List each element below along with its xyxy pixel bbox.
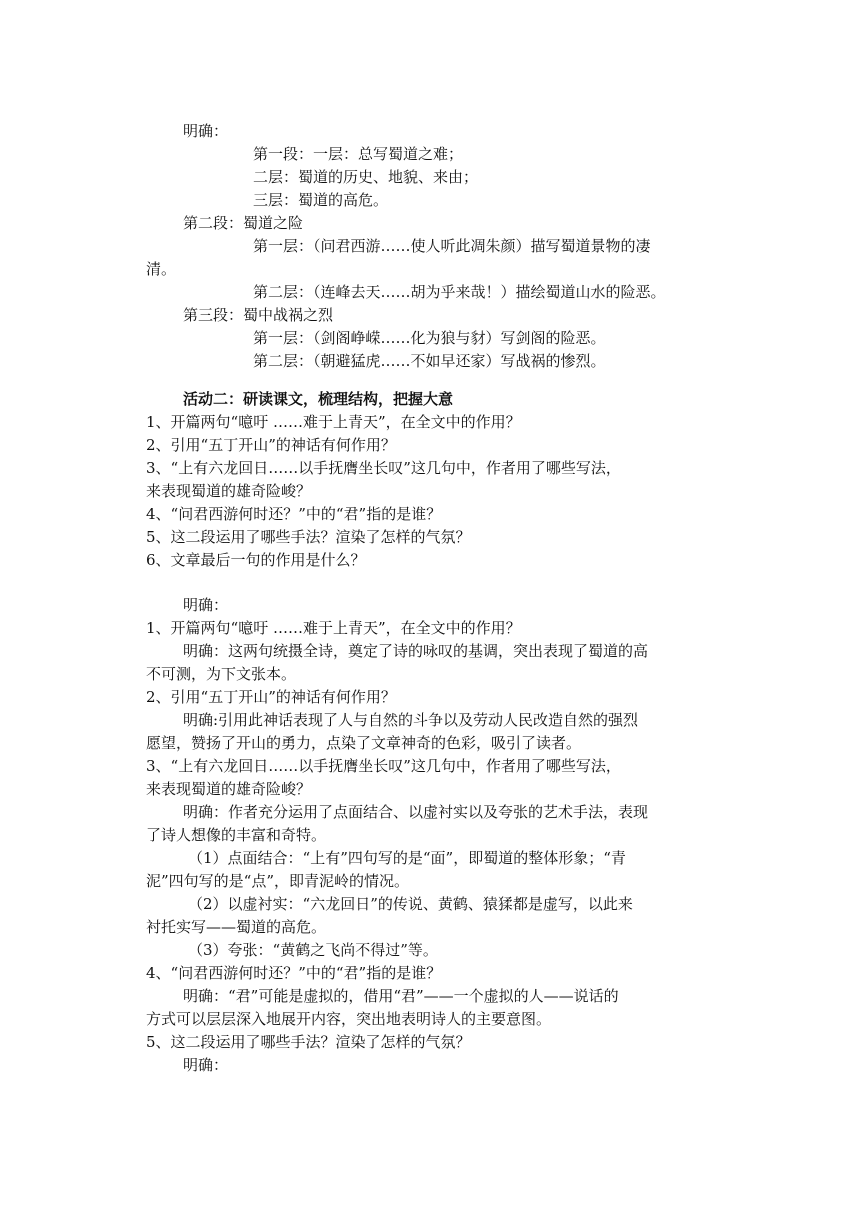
outline-line: 清。 (146, 260, 177, 278)
answer-line: 了诗人想像的丰富和奇特。 (146, 826, 327, 844)
answer-line: （2）以虚衬实：“六龙回日”的传说、黄鹤、猿猱都是虚写，以此来 (188, 895, 633, 913)
question-item: 3、“上有六龙回日……以手抚膺坐长叹”这几句中，作者用了哪些写法， (146, 459, 621, 477)
outline-line: 三层：蜀道的高危。 (253, 191, 389, 209)
answer-line: 2、引用“五丁开山”的神话有何作用？ (146, 688, 396, 706)
outline-section-title: 第三段：蜀中战祸之烈 (183, 306, 334, 324)
answer-line: 不可测，为下文张本。 (146, 665, 297, 683)
activity-title: 活动二：研读课文，梳理结构，把握大意 (183, 390, 454, 408)
outline-line: 第一层：（问君西游……使人听此凋朱颜）描写蜀道景物的凄 (253, 237, 651, 255)
question-item: 来表现蜀道的雄奇险峻？ (146, 482, 312, 500)
answer-line: 明确： (183, 1056, 229, 1074)
answer-line: 4、“问君西游何时还？”中的“君”指的是谁？ (146, 964, 442, 982)
outline-heading: 明确： (183, 122, 229, 140)
answer-line: 衬托实写——蜀道的高危。 (146, 918, 327, 936)
answer-line: （3）夸张：“黄鹤之飞尚不得过”等。 (188, 941, 438, 959)
outline-line: 第二层：（朝避猛虎……不如早还家）写战祸的惨烈。 (253, 352, 606, 370)
answer-line: 1、开篇两句“噫吁 ……难于上青天”，在全文中的作用？ (146, 619, 521, 637)
outline-line: 二层：蜀道的历史、地貌、来由； (253, 168, 479, 186)
question-item: 4、“问君西游何时还？”中的“君”指的是谁？ (146, 505, 442, 523)
outline-line: 第一段：一层：总写蜀道之难； (253, 145, 464, 163)
answer-line: （1）点面结合：“上有”四句写的是“面”，即蜀道的整体形象；“青 (188, 849, 626, 867)
outline-section-title: 第二段：蜀道之险 (183, 214, 304, 232)
outline-line: 第二层：（连峰去天……胡为乎来哉！）描绘蜀道山水的险恶。 (253, 283, 666, 301)
answer-line: 愿望，赞扬了开山的勇力，点染了文章神奇的色彩，吸引了读者。 (146, 734, 582, 752)
answer-line: 明确：这两句统摄全诗，奠定了诗的咏叹的基调，突出表现了蜀道的高 (183, 642, 649, 660)
answer-line: 明确：“君”可能是虚拟的，借用“君”——一个虚拟的人——说话的 (183, 987, 619, 1005)
answer-line: 明确：作者充分运用了点面结合、以虚衬实以及夸张的艺术手法，表现 (183, 803, 649, 821)
question-item: 6、文章最后一句的作用是什么？ (146, 551, 366, 569)
question-item: 2、引用“五丁开山”的神话有何作用？ (146, 436, 396, 454)
answer-line: 方式可以层层深入地展开内容，突出地表明诗人的主要意图。 (146, 1010, 552, 1028)
answer-line: 3、“上有六龙回日……以手抚膺坐长叹”这几句中，作者用了哪些写法， (146, 757, 621, 775)
answer-line: 来表现蜀道的雄奇险峻？ (146, 780, 312, 798)
answer-line: 泥”四句写的是“点”，即青泥岭的情况。 (146, 872, 410, 890)
outline-line: 第一层：（剑阁峥嵘……化为狼与豺）写剑阁的险恶。 (253, 329, 606, 347)
answer-line: 5、这二段运用了哪些手法？渲染了怎样的气氛？ (146, 1033, 471, 1051)
question-item: 5、这二段运用了哪些手法？渲染了怎样的气氛？ (146, 528, 471, 546)
answers-heading: 明确： (183, 596, 229, 614)
question-item: 1、开篇两句“噫吁 ……难于上青天”，在全文中的作用？ (146, 413, 521, 431)
answer-line: 明确:引用此神话表现了人与自然的斗争以及劳动人民改造自然的强烈 (183, 711, 639, 729)
